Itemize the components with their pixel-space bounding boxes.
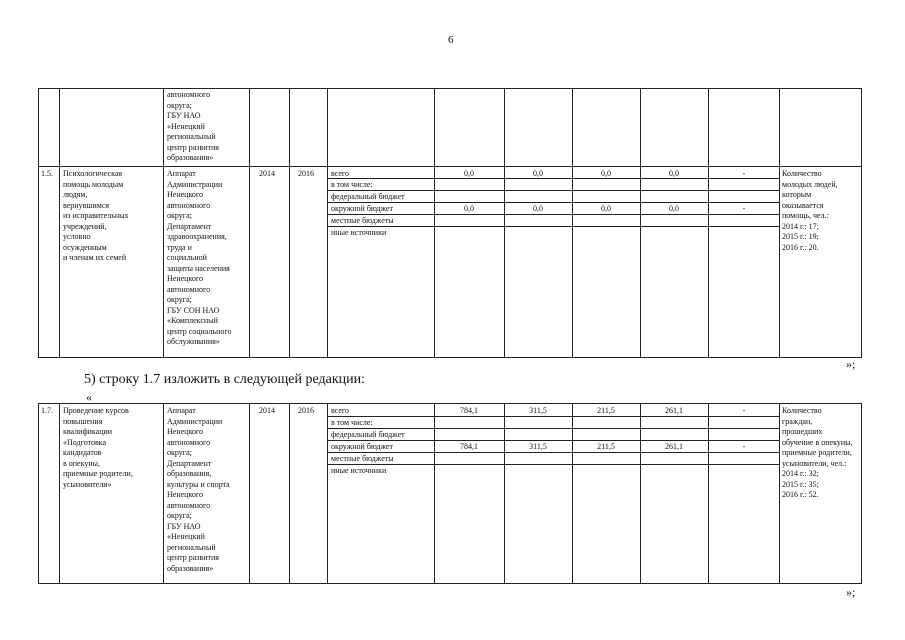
source-local: местные бюджеты <box>331 216 394 225</box>
total-value: 211,5 <box>597 406 615 415</box>
total-value: 311,5 <box>529 406 547 415</box>
page-number: 6 <box>448 34 454 46</box>
source-district: окружной бюджет <box>331 442 393 451</box>
executors-continued: автономного округа; ГБУ НАО «Ненецкий региональный центр развития образования» <box>167 90 219 162</box>
closing-quote-2: »; <box>846 585 856 599</box>
source-other: иные источники <box>331 466 387 475</box>
activity-name: Психологическая помощь молодым людям, вернувшимся из исправительных учреждений, условно осужденным и членам их семей <box>63 169 129 262</box>
executors: Аппарат Администрации Ненецкого автономного округа; Департамент образования, культуры и спорта Ненецкого автономного округа; ГБУ НАО «Ненецкий региональный центр развития образования» <box>167 406 230 573</box>
district-value: 784,1 <box>460 442 478 451</box>
total-value: 0,0 <box>601 169 611 178</box>
end-year: 2016 <box>298 406 314 415</box>
source-district: окружной бюджет <box>331 204 393 213</box>
district-value: 0,0 <box>669 204 679 213</box>
end-year: 2016 <box>298 169 314 178</box>
table-1 <box>38 88 862 358</box>
opening-quote: « <box>86 390 92 404</box>
total-value: 0,0 <box>669 169 679 178</box>
source-total: всего <box>331 169 350 178</box>
total-value: 0,0 <box>533 169 543 178</box>
source-federal: федеральный бюджет <box>331 430 405 439</box>
source-local: местные бюджеты <box>331 454 394 463</box>
closing-quote-1: »; <box>846 357 856 371</box>
total-value: - <box>742 169 746 178</box>
total-value: - <box>742 406 746 415</box>
source-federal: федеральный бюджет <box>331 192 405 201</box>
row-number: 1.7. <box>41 406 53 415</box>
expected-result: Количество молодых людей, которым оказывается помощь, чел.: 2014 г.: 17; 2015 г.: 19; 2016 г.: 20. <box>782 169 838 252</box>
district-value: - <box>742 204 746 213</box>
source-including: в том числе: <box>331 180 373 189</box>
activity-name: Проведение курсов повышения квалификации «Подготовка кандидатов в опекуны, приемные родители, усыновители» <box>63 406 133 489</box>
source-total: всего <box>331 406 350 415</box>
start-year: 2014 <box>259 406 275 415</box>
expected-result: Количество граждан, прошедших обучение в опекуны, приемные родители, усыновители, чел.: 2014 г.: 32; 2015 г.: 35; 2016 г.: 52. <box>782 406 853 499</box>
district-value: 311,5 <box>529 442 547 451</box>
total-value: 0,0 <box>464 169 474 178</box>
total-value: 261,1 <box>665 406 683 415</box>
district-value: 0,0 <box>533 204 543 213</box>
source-other: иные источники <box>331 228 387 237</box>
start-year: 2014 <box>259 169 275 178</box>
row-number: 1.5. <box>41 169 53 178</box>
section-heading: 5) строку 1.7 изложить в следующей редакции: <box>84 372 366 387</box>
district-value: 0,0 <box>464 204 474 213</box>
district-value: 261,1 <box>665 442 683 451</box>
district-value: - <box>742 442 746 451</box>
table-2 <box>38 403 862 584</box>
total-value: 784,1 <box>460 406 478 415</box>
district-value: 0,0 <box>601 204 611 213</box>
district-value: 211,5 <box>597 442 615 451</box>
executors: Аппарат Администрации Ненецкого автономного округа; Департамент здравоохранения, труда и социальной защиты населения Ненецкого автономного округа; ГБУ СОН НАО «Комплексный центр социального обслуживания» <box>167 169 232 346</box>
source-including: в том числе: <box>331 418 373 427</box>
